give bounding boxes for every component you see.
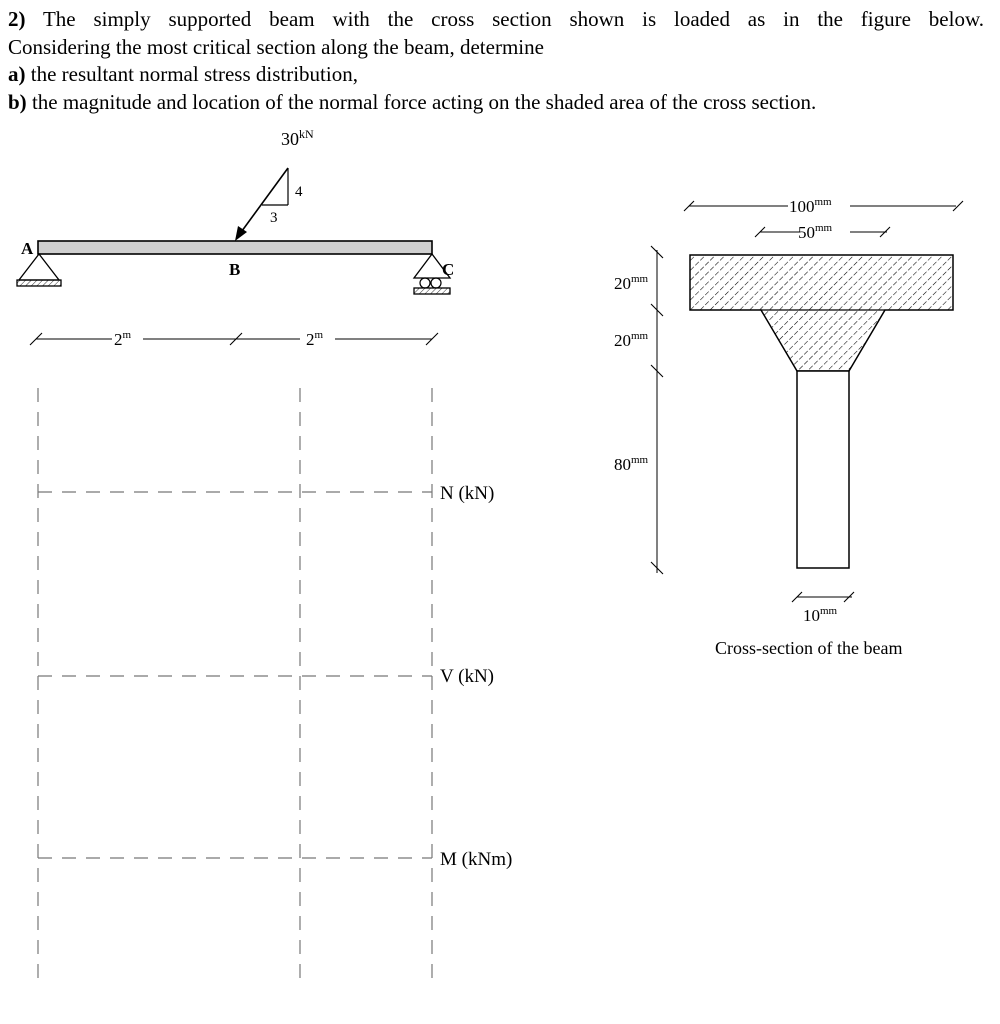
web xyxy=(797,371,849,568)
web-height-label: $80^{mm}$ xyxy=(614,454,649,474)
span-1-label: 2$^m$ xyxy=(114,329,132,349)
flange-height-label: $20^{mm}$ xyxy=(614,273,649,293)
web-width-dimension xyxy=(792,592,854,602)
span-dimension-line xyxy=(30,333,438,345)
height-dimension-line xyxy=(651,246,663,574)
part-a-label: a) xyxy=(8,62,26,86)
load-value: $30^{kN}$ xyxy=(281,127,314,149)
taper-width-label: $50^{mm}$ xyxy=(798,222,833,242)
part-b-label: b) xyxy=(8,89,27,114)
point-c-label: C xyxy=(442,260,455,279)
slope-horizontal-label: 3 xyxy=(270,210,278,226)
cross-section xyxy=(614,196,963,658)
pin-support-a xyxy=(17,254,61,286)
beam xyxy=(38,241,432,254)
shaded-area xyxy=(690,255,953,371)
slope-vertical-label: 4 xyxy=(295,184,303,200)
internal-force-diagram-grid xyxy=(38,388,512,982)
v-diagram-label: V (kN) xyxy=(440,666,495,687)
web-width-label: $10^{mm}$ xyxy=(803,605,838,625)
n-diagram-label: N (kN) xyxy=(440,483,495,504)
problem-number: 2) xyxy=(8,7,26,31)
point-b-label: B xyxy=(229,260,241,279)
problem-line-2: Considering the most critical section along the beam, determine xyxy=(8,34,544,59)
span-2-label: 2$^m$ xyxy=(306,329,324,349)
beam-diagram xyxy=(17,127,454,349)
cross-section-caption: Cross-section of the beam xyxy=(715,638,903,658)
m-diagram-label: M (kNm) xyxy=(440,849,513,870)
part-b-text: the magnitude and location of the normal force acting on the shaded area of the cross section. xyxy=(31,89,817,114)
flange-width-label: $100^{mm}$ xyxy=(789,196,832,216)
part-a-text: the resultant normal stress distribution, xyxy=(30,62,358,86)
taper-height-label: $20^{mm}$ xyxy=(614,330,649,350)
point-a-label: A xyxy=(21,239,34,258)
problem-intro: The simply supported beam with the cross section shown is loaded as in the figure below. xyxy=(42,7,985,31)
